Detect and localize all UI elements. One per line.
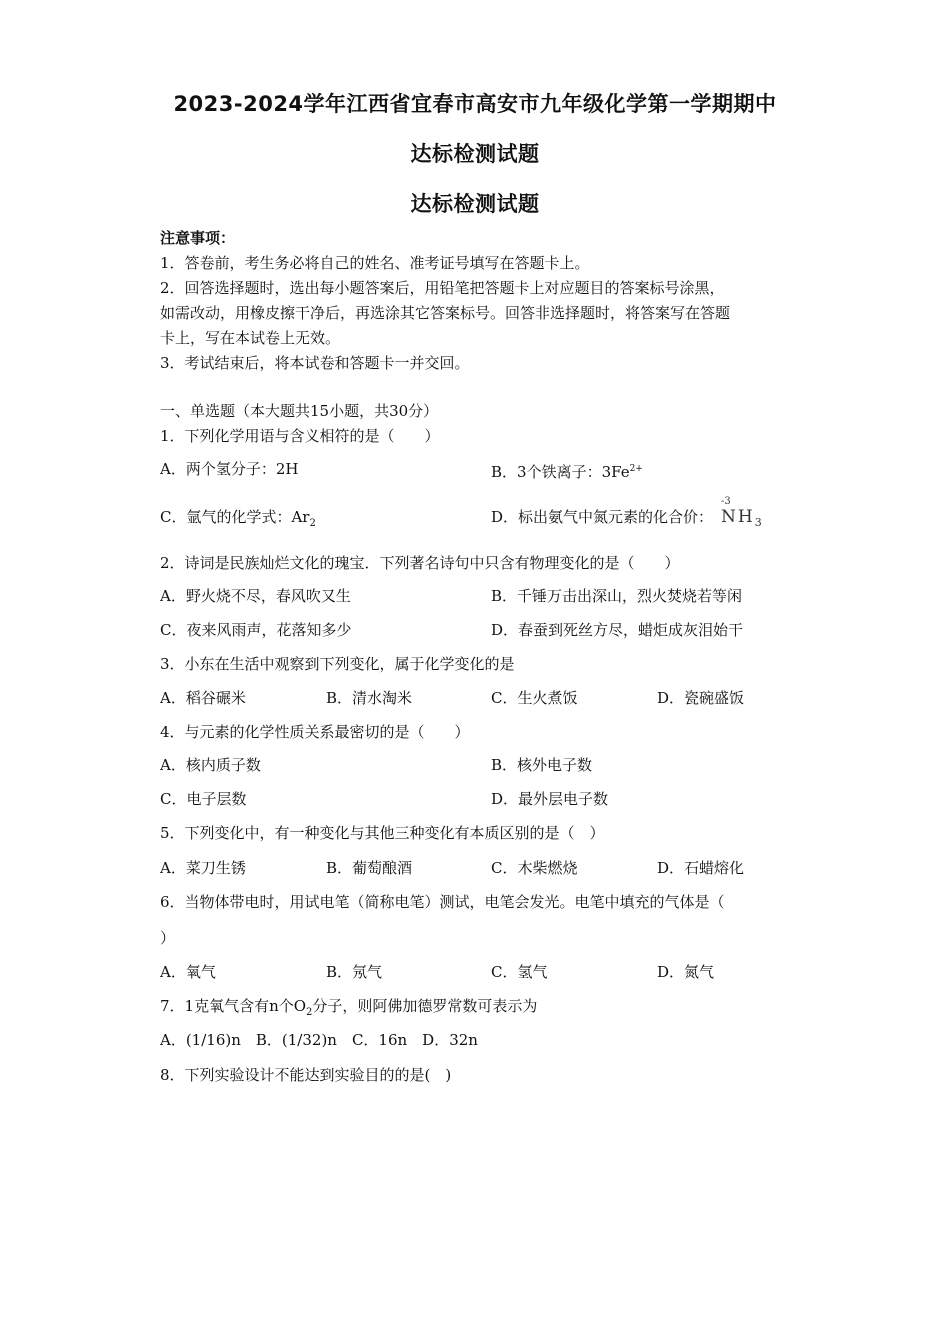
question-3-option-b: B．清水淘米 [326,689,413,707]
question-6-stem-continued: ） [160,929,176,947]
notes-heading: 注意事项： [160,229,236,247]
question-2-option-b: B．千锤万击出深山，烈火焚烧若等闲 [491,587,743,605]
question-6-stem: 6．当物体带电时，用试电笔（简称电笔）测试，电笔会发光。电笔中填充的气体是（ [160,893,725,911]
question-7-stem: 7．1克氧气含有n个$O_2$分子，则阿佛加德罗常数可表示为 [160,997,538,1018]
note-item-2-line3: 卡上，写在本试卷上无效。 [160,329,341,347]
note-item-2-line2: 如需改动，用橡皮擦干净后，再选涂其它答案标号。回答非选择题时，将答案写在答题 [160,304,731,322]
question-1-option-b: B．3个铁离子：$3Fe^{2+}$ [491,463,643,481]
note-item-1: 1．答卷前，考生务必将自己的姓名、准考证号填写在答题卡上。 [160,254,590,272]
question-5-option-c: C．木柴燃烧 [491,859,578,877]
page-subtitle: 达标检测试题 [410,142,540,166]
question-8-stem: 8．下列实验设计不能达到实验目的的是( ) [160,1066,452,1084]
question-5-option-b: B．葡萄酿酒 [326,859,413,877]
question-5-stem: 5．下列变化中，有一种变化与其他三种变化有本质区别的是（ ） [160,824,605,842]
question-1-option-d: D．标出氨气中氮元素的化合价： -3 $NH_3$ [491,507,762,533]
question-1-stem: 1．下列化学用语与含义相符的是（ ） [160,427,440,445]
question-7-options: A．(1/16)n B．(1/32)n C．16n D．32n [160,1031,478,1049]
question-3-option-c: C．生火煮饭 [491,689,578,707]
question-4-option-d: D．最外层电子数 [491,790,609,808]
note-item-2-line1: 2．回答选择题时，选出每小题答案后，用铅笔把答题卡上对应题目的答案标号涂黑， [160,279,725,297]
question-6-option-b: B．氖气 [326,963,383,981]
question-5-option-d: D．石蜡熔化 [657,859,745,877]
question-4-option-a: A．核内质子数 [160,756,261,774]
question-3-stem: 3．小东在生活中观察到下列变化，属于化学变化的是 [160,655,515,673]
question-2-option-a: A．野火烧不尽，春风吹又生 [160,587,351,605]
question-3-option-a: A．稻谷碾米 [160,689,246,707]
ammonia-formula: -3 $NH_3$ [721,496,762,529]
question-6-option-d: D．氮气 [657,963,715,981]
question-2-option-c: C．夜来风雨声，花落知多少 [160,621,352,639]
question-3-option-d: D．瓷碗盛饭 [657,689,745,707]
section-heading: 一、单选题（本大题共15小题，共30分） [160,402,439,420]
question-4-stem: 4．与元素的化学性质关系最密切的是（ ） [160,723,470,741]
question-4-option-b: B．核外电子数 [491,756,593,774]
question-2-option-d: D．春蚕到死丝方尽，蜡炬成灰泪始干 [491,621,744,639]
question-4-option-c: C．电子层数 [160,790,247,808]
question-2-stem: 2．诗词是民族灿烂文化的瑰宝．下列著名诗句中只含有物理变化的是（ ） [160,554,680,572]
question-6-option-a: A．氧气 [160,963,216,981]
question-6-option-c: C．氢气 [491,963,548,981]
note-item-3: 3．考试结束后，将本试卷和答题卡一并交回。 [160,354,470,372]
question-5-option-a: A．菜刀生锈 [160,859,246,877]
page-subtitle-repeat: 达标检测试题 [410,192,540,216]
question-1-option-c: C．氩气的化学式：$Ar_2$ [160,508,316,529]
page-title: 2023-2024学年江西省宜春市高安市九年级化学第一学期期中 [173,92,777,116]
question-1-option-a: A．两个氢分子：2H [160,460,299,478]
